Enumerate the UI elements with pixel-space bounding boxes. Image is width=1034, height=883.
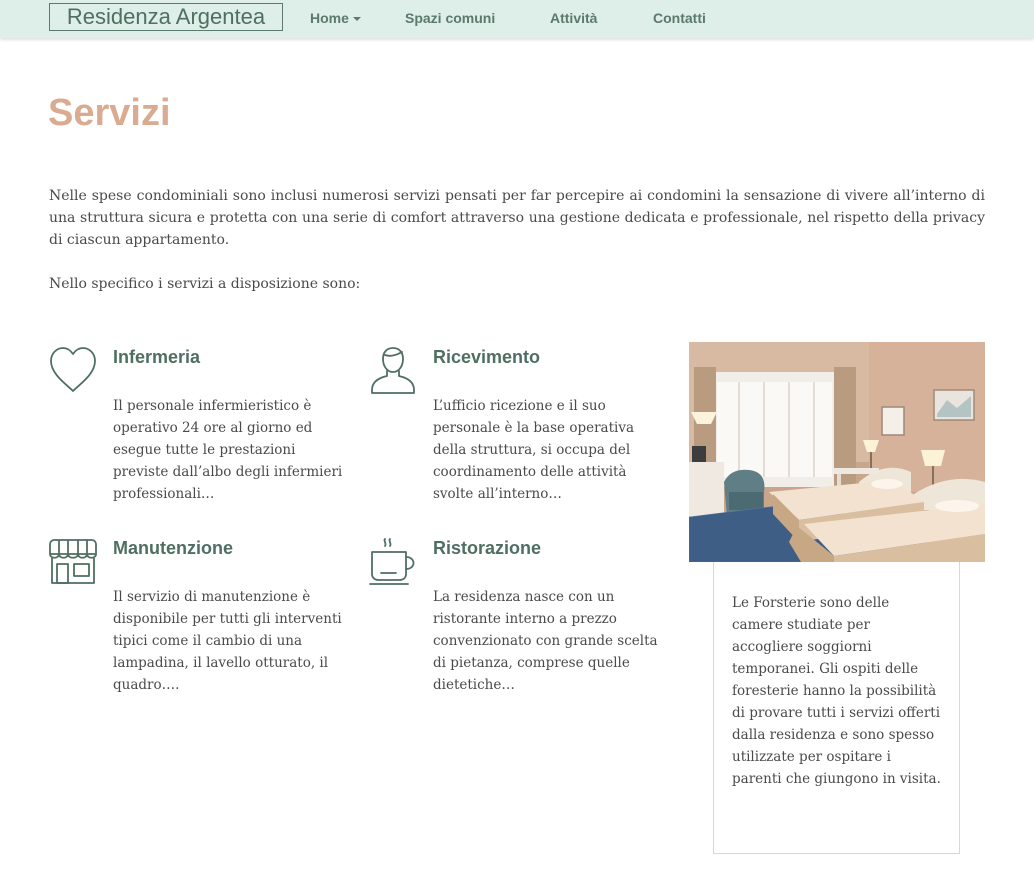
- brand-logo-link[interactable]: Residenza Argentea: [49, 3, 283, 31]
- nav-attivita[interactable]: Attività: [550, 10, 598, 26]
- nav-home-label: Home: [310, 10, 349, 26]
- intro-paragraph: Nelle spese condominiali sono inclusi numerosi servizi pensati per far percepire ai condomini la sensazione di vivere all’interno di una struttura sicura e protetta con una serie di comfort attraverso una gestione dedicata e professionale, nel rispetto della privacy di ciascun appartamento.: [49, 188, 985, 248]
- nav-home[interactable]: [310, 10, 361, 26]
- nav-contatti[interactable]: Contatti: [653, 10, 706, 26]
- hotel-room-photo: [689, 342, 985, 562]
- services-lead-text: Nello specifico i servizi a disposizione sono:: [49, 276, 361, 292]
- service-title-ristorazione: Ristorazione: [433, 538, 542, 558]
- shop-icon: [48, 536, 98, 586]
- top-navbar: [0, 0, 1034, 38]
- coffee-cup-icon: [368, 536, 418, 586]
- heart-icon: [48, 345, 98, 395]
- page-title: Servizi: [48, 92, 171, 134]
- service-text-infermeria: Il personale infermieristico è operativo 24 ore al giorno ed esegue tutte le prestazioni previste dall’albo degli infermieri professionali…: [113, 398, 343, 502]
- chevron-down-icon: [353, 17, 361, 21]
- service-title-infermeria: Infermeria: [113, 347, 201, 367]
- service-title-manutenzione: Manutenzione: [113, 538, 233, 558]
- service-text-ricevimento: L’ufficio ricezione e il suo personale è la base operativa della struttura, si occupa del coordinamento delle attività svolte all’interno…: [433, 398, 634, 502]
- service-text-manutenzione: Il servizio di manutenzione è disponibile per tutti gli interventi tipici come il cambio di una lampadina, il lavello otturato, il quadro….: [113, 589, 342, 693]
- nav-spazi-comuni[interactable]: Spazi comuni: [405, 10, 496, 26]
- service-text-ristorazione: La residenza nasce con un ristorante interno a prezzo convenzionato con grande scelta di pietanza, comprese quelle dietetiche…: [433, 589, 658, 693]
- foresteria-description: Le Forsterie sono delle camere studiate per accogliere soggiorni temporanei. Gli ospiti delle foresterie hanno la possibilità di provare tutti i servizi offerti dalla residenza e sono spesso utilizzate per ospitare i parenti che giungono in visita.: [732, 595, 941, 787]
- person-icon: [368, 345, 418, 395]
- service-title-ricevimento: Ricevimento: [433, 347, 541, 367]
